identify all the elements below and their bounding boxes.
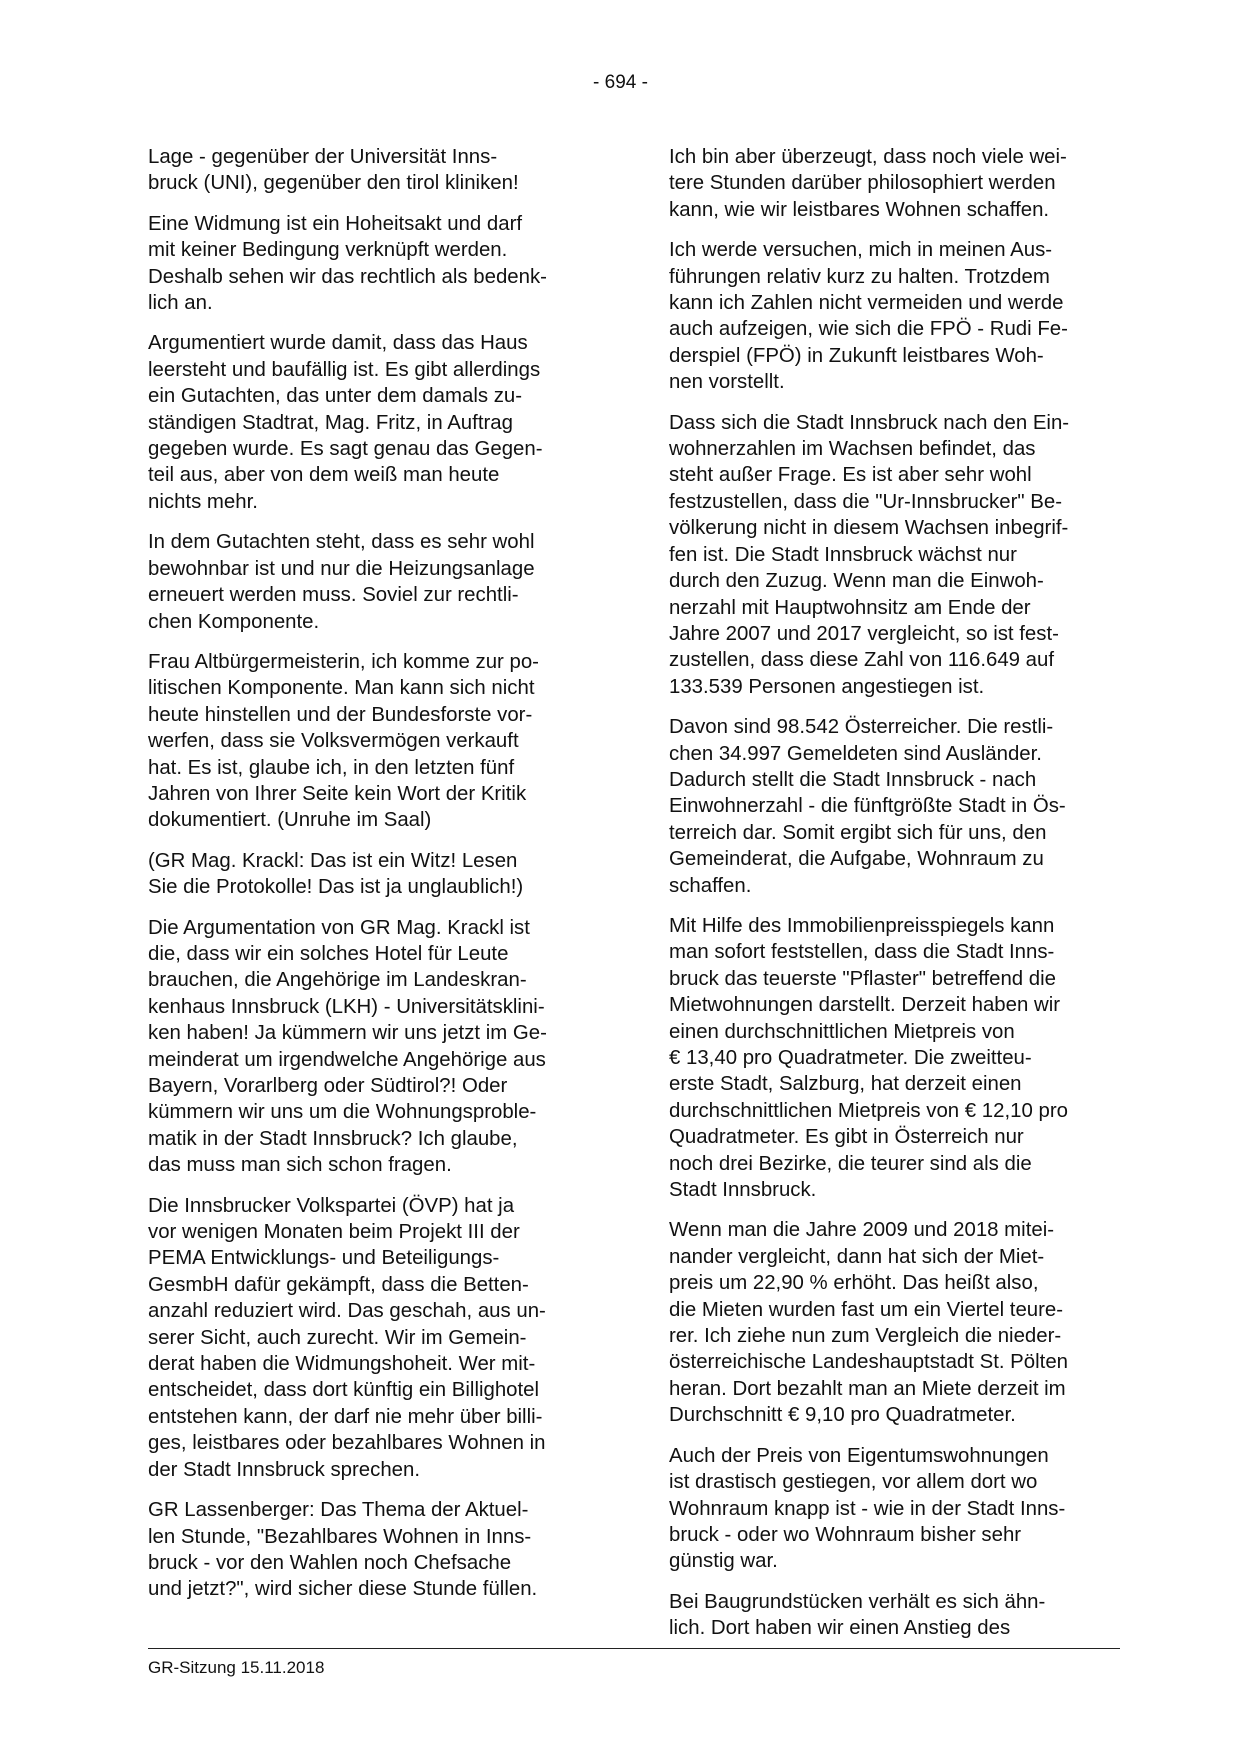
paragraph: Mit Hilfe des Immobilienpreisspiegels kann man sofort feststellen, dass die Stadt Inns- bruck das teuerste "Pflaster" betreffend die Mietwohnungen darstellt. Derzeit haben wir einen durchschnittlichen Mietpreis von € 13,40 pro Quadratmeter. Die zweitteu- erste Stadt, Salzburg, hat derzeit einen durchschnittlichen Mietpreis von € 12,10 pro Quadratmeter. Es gibt in Österreich nur noch drei Bezirke, die teurer sind als die Stadt Innsbruck. xyxy=(669,914,1068,1202)
paragraph: Ich werde versuchen, mich in meinen Aus- führungen relativ kurz zu halten. Trotzdem kann ich Zahlen nicht vermeiden und werde auch aufzeigen, wie sich die FPÖ - Rudi Fe- derspiel (FPÖ) in Zukunft leistbares Woh- nen vorstellt. xyxy=(669,239,1068,394)
paragraph: In dem Gutachten steht, dass es sehr wohl bewohnbar ist und nur die Heizungsanlage erneuert werden muss. Soviel zur rechtli- chen Komponente. xyxy=(148,531,535,633)
paragraph: Davon sind 98.542 Österreicher. Die restli- chen 34.997 Gemeldeten sind Ausländer. Dadurch stellt die Stadt Innsbruck - nach Einwohnerzahl - die fünftgrößte Stadt in Ös- terreich dar. Somit ergibt sich für uns, den Gemeinderat, die Aufgabe, Wohnraum zu schaffen. xyxy=(669,716,1066,897)
paragraph: GR Lassenberger: Das Thema der Aktuel- len Stunde, "Bezahlbares Wohnen in Inns- bruck - vor den Wahlen noch Chefsache und jetzt?", wird sicher diese Stunde füllen. xyxy=(148,1499,538,1601)
right-column xyxy=(669,144,1119,1656)
paragraph: Lage - gegenüber der Universität Inns- bruck (UNI), gegenüber den tirol kliniken! xyxy=(148,146,519,195)
left-column xyxy=(148,144,598,1617)
paragraph: Die Argumentation von GR Mag. Krackl ist die, dass wir ein solches Hotel für Leute brauchen, die Angehörige im Landeskran- kenhaus Innsbruck (LKH) - Universitätsklini- ken haben! Ja kümmern wir uns jetzt im Ge- meinderat um irgendwelche Angehörige aus Bayern, Vorarlberg oder Südtirol?! Oder kümmern wir uns um die Wohnungsproble- matik in der Stadt Innsbruck? Ich glaube, das muss man sich schon fragen. xyxy=(148,916,547,1177)
paragraph: Frau Altbürgermeisterin, ich komme zur po- litischen Komponente. Man kann sich nicht heute hinstellen und der Bundesforste vor- werfen, dass sie Volksvermögen verkauft hat. Es ist, glaube ich, in den letzten fünf Jahren von Ihrer Seite kein Wort der Kritik dokumentiert. (Unruhe im Saal) xyxy=(148,650,539,832)
paragraph: (GR Mag. Krackl: Das ist ein Witz! Lesen Sie die Protokolle! Das ist ja unglaublich!) xyxy=(148,849,524,899)
paragraph: Wenn man die Jahre 2009 und 2018 mitei- nander vergleicht, dann hat sich der Miet- preis um 22,90 % erhöht. Das heißt also, die Mieten wurden fast um ein Viertel teure- rer. Ich ziehe nun zum Vergleich die nieder- österreichische Landeshauptstadt St. Pölten heran. Dort bezahlt man an Miete derzeit im Durchschnitt € 9,10 pro Quadratmeter. xyxy=(669,1219,1069,1427)
footer-divider xyxy=(148,1648,1120,1649)
paragraph: Ich bin aber überzeugt, dass noch viele wei- tere Stunden darüber philosophiert werden kann, wie wir leistbares Wohnen schaffen. xyxy=(669,146,1067,221)
paragraph: Die Innsbrucker Volkspartei (ÖVP) hat ja vor wenigen Monaten beim Projekt III der PEMA Entwicklungs- und Beteiligungs- GesmbH dafür gekämpft, dass die Betten- anzahl reduziert wird. Das geschah, aus un- serer Sicht, auch zurecht. Wir im Gemein- derat haben die Widmungshoheit. Wer mit- entscheidet, dass dort künftig ein Billighotel entstehen kann, der darf nie mehr über billi- ges, leistbares oder bezahlbares Wohnen in der Stadt Innsbruck sprechen. xyxy=(148,1194,546,1481)
footer-session-label: GR-Sitzung 15.11.2018 xyxy=(148,1658,325,1677)
paragraph: Eine Widmung ist ein Hoheitsakt und darf mit keiner Bedingung verknüpft werden. Deshalb sehen wir das rechtlich als bedenk- lich an. xyxy=(148,212,547,315)
paragraph: Dass sich die Stadt Innsbruck nach den Ein- wohnerzahlen im Wachsen befindet, das steht außer Frage. Es ist aber sehr wohl festzustellen, dass die "Ur-Innsbrucker" Be- völkerung nicht in diesem Wachsen inbegrif- fen ist. Die Stadt Innsbruck wächst nur durch den Zuzug. Wenn man die Einwoh- nerzahl mit Hauptwohnsitz am Ende der Jahre 2007 und 2017 vergleicht, so ist fest- zustellen, dass diese Zahl von 116.649 auf 133.539 Personen angestiegen ist. xyxy=(669,411,1070,698)
paragraph: Bei Baugrundstücken verhält es sich ähn- lich. Dort haben wir einen Anstieg des xyxy=(669,1590,1046,1640)
paragraph: Argumentiert wurde damit, dass das Haus leersteht und baufällig ist. Es gibt allerdings ein Gutachten, das unter dem damals zu- ständigen Stadtrat, Mag. Fritz, in Auftrag gegeben wurde. Es sagt genau das Gegen- teil aus, aber von dem weiß man heute nichts mehr. xyxy=(148,332,543,513)
paragraph: Auch der Preis von Eigentumswohnungen ist drastisch gestiegen, vor allem dort wo Wohnraum knapp ist - wie in der Stadt Inns- bruck - oder wo Wohnraum bisher sehr günstig war. xyxy=(669,1444,1066,1573)
page-number: - 694 - xyxy=(593,72,648,93)
